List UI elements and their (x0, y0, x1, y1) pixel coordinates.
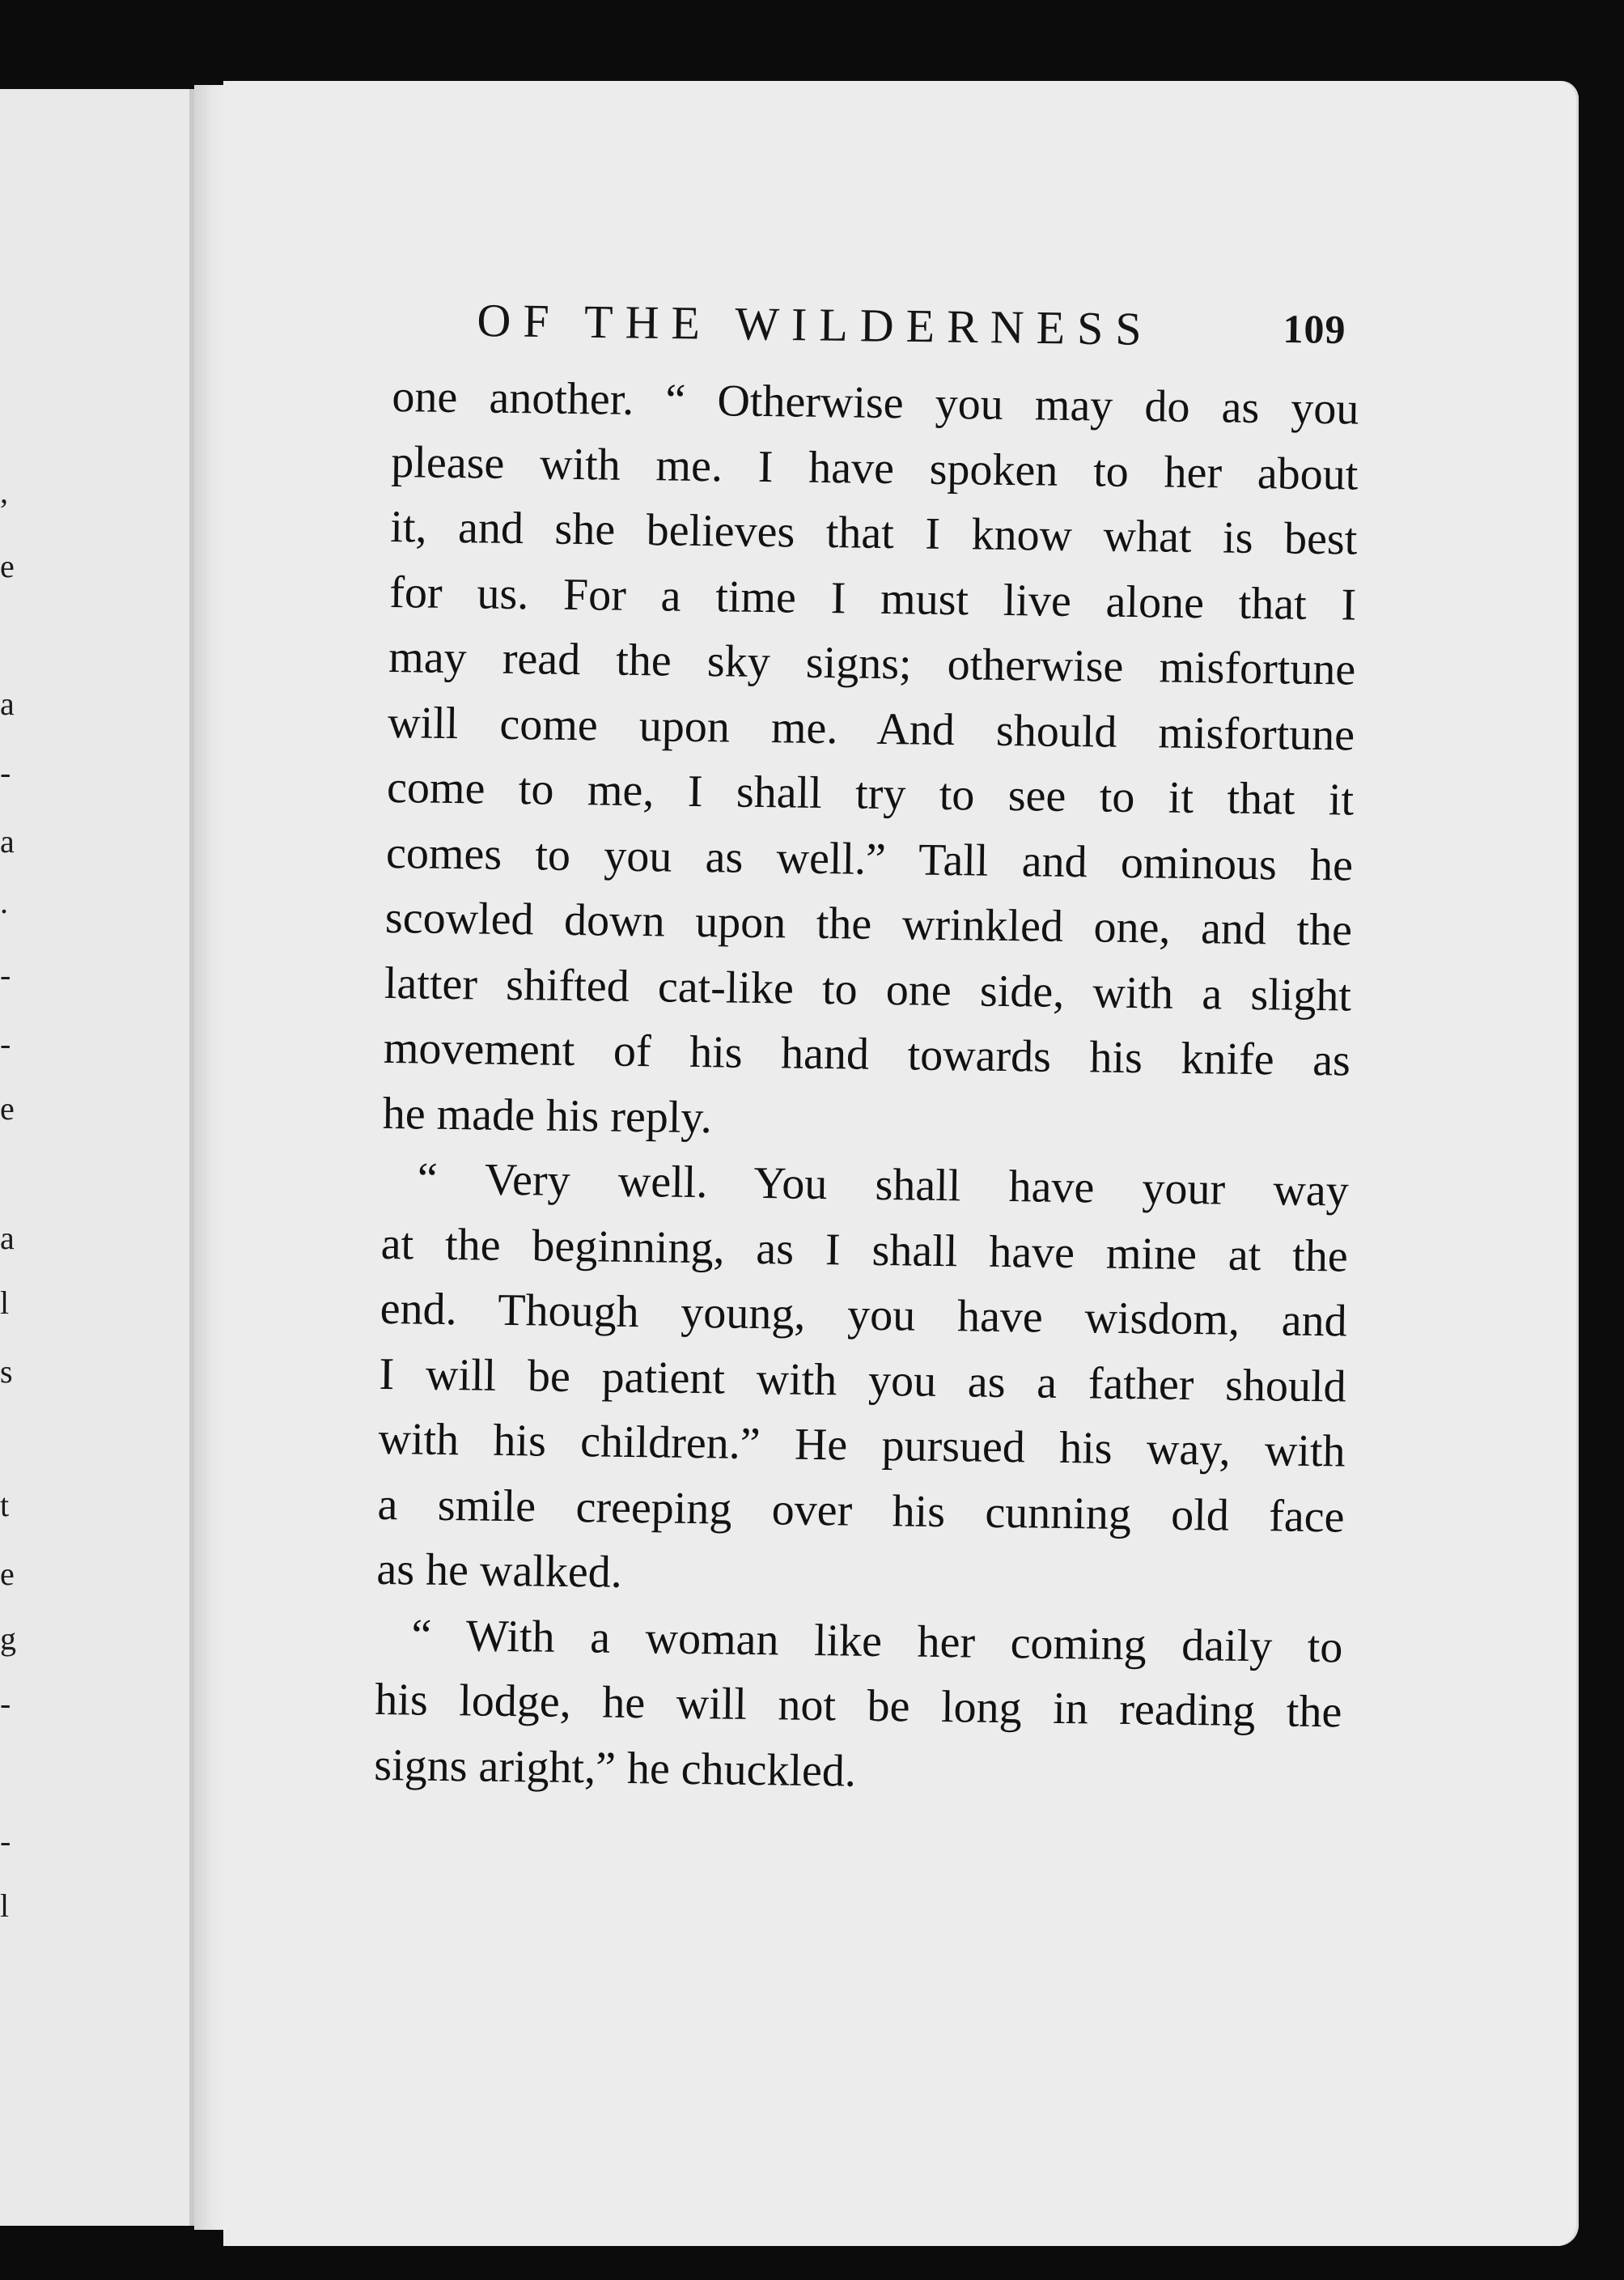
text-line: please with me. I have spoken to her about (391, 436, 1359, 500)
left-edge-glyph: l (0, 1887, 10, 1924)
text-line: “ Very well. You shall have your way (417, 1153, 1350, 1216)
page-header (477, 293, 1367, 361)
left-edge-glyph: - (0, 1823, 11, 1859)
left-edge-glyph: g (0, 1620, 16, 1657)
text-line: come to me, I shall try to see to it that it (386, 762, 1355, 826)
left-edge-glyph: - (0, 1025, 11, 1062)
left-edge-glyph: e (0, 1090, 15, 1127)
left-edge-glyph: a (0, 686, 15, 722)
text-line: “ With a woman like her coming daily to (411, 1609, 1343, 1673)
left-page-edge (0, 89, 194, 2226)
text-line: signs aright,” he chuckled. (373, 1739, 857, 1797)
book-gutter (194, 85, 227, 2230)
text-line: as he walked. (376, 1543, 623, 1598)
left-edge-glyph: t (0, 1487, 10, 1523)
paragraph (382, 364, 1359, 1159)
left-edge-glyph: l (0, 1284, 10, 1321)
left-edge-glyph: - (0, 957, 11, 993)
left-edge-glyph: a (0, 1220, 15, 1256)
left-edge-glyph: e (0, 548, 15, 584)
text-line: movement of his hand towards his knife as (383, 1022, 1351, 1086)
left-edge-glyph: s (0, 1353, 13, 1390)
paragraph (376, 1146, 1349, 1615)
left-edge-glyph: . (0, 884, 8, 920)
text-line: at the beginning, as I shall have mine at the (380, 1218, 1349, 1282)
text-line: comes to you as well.” Tall and ominous he (385, 827, 1354, 891)
left-edge-glyph: - (0, 1685, 11, 1722)
text-line: may read the sky signs; otherwise misfortune (388, 631, 1356, 695)
text-line: it, and she believes that I know what is best (389, 501, 1358, 565)
paragraph (374, 1602, 1343, 1810)
left-edge-glyph: - (0, 754, 11, 791)
text-line: his lodge, he will not be long in reading the (374, 1674, 1342, 1738)
text-line: latter shifted cat-like to one side, with a slight (384, 957, 1352, 1021)
left-edge-glyph: e (0, 1556, 15, 1592)
body-text (374, 364, 1359, 1810)
left-edge-glyph: , (0, 473, 8, 510)
text-line: end. Though young, you have wisdom, and (379, 1283, 1348, 1347)
page-number: 109 (1283, 306, 1346, 353)
text-line: one another. “ Otherwise you may do as you (392, 371, 1359, 435)
text-line: with his children.” He pursued his way, with (378, 1413, 1346, 1477)
text-line: for us. For a time I must live alone that I (388, 567, 1357, 631)
text-line: he made his reply. (382, 1088, 713, 1143)
text-line: will come upon me. And should misfortune (387, 697, 1355, 761)
text-line: a smile creeping over his cunning old face (377, 1479, 1345, 1543)
running-head: OF THE WILDERNESS (477, 293, 1155, 355)
left-edge-glyph: a (0, 823, 15, 860)
text-line: scowled down upon the wrinkled one, and the (384, 892, 1353, 956)
text-line: I will be patient with you as a father should (379, 1348, 1346, 1412)
